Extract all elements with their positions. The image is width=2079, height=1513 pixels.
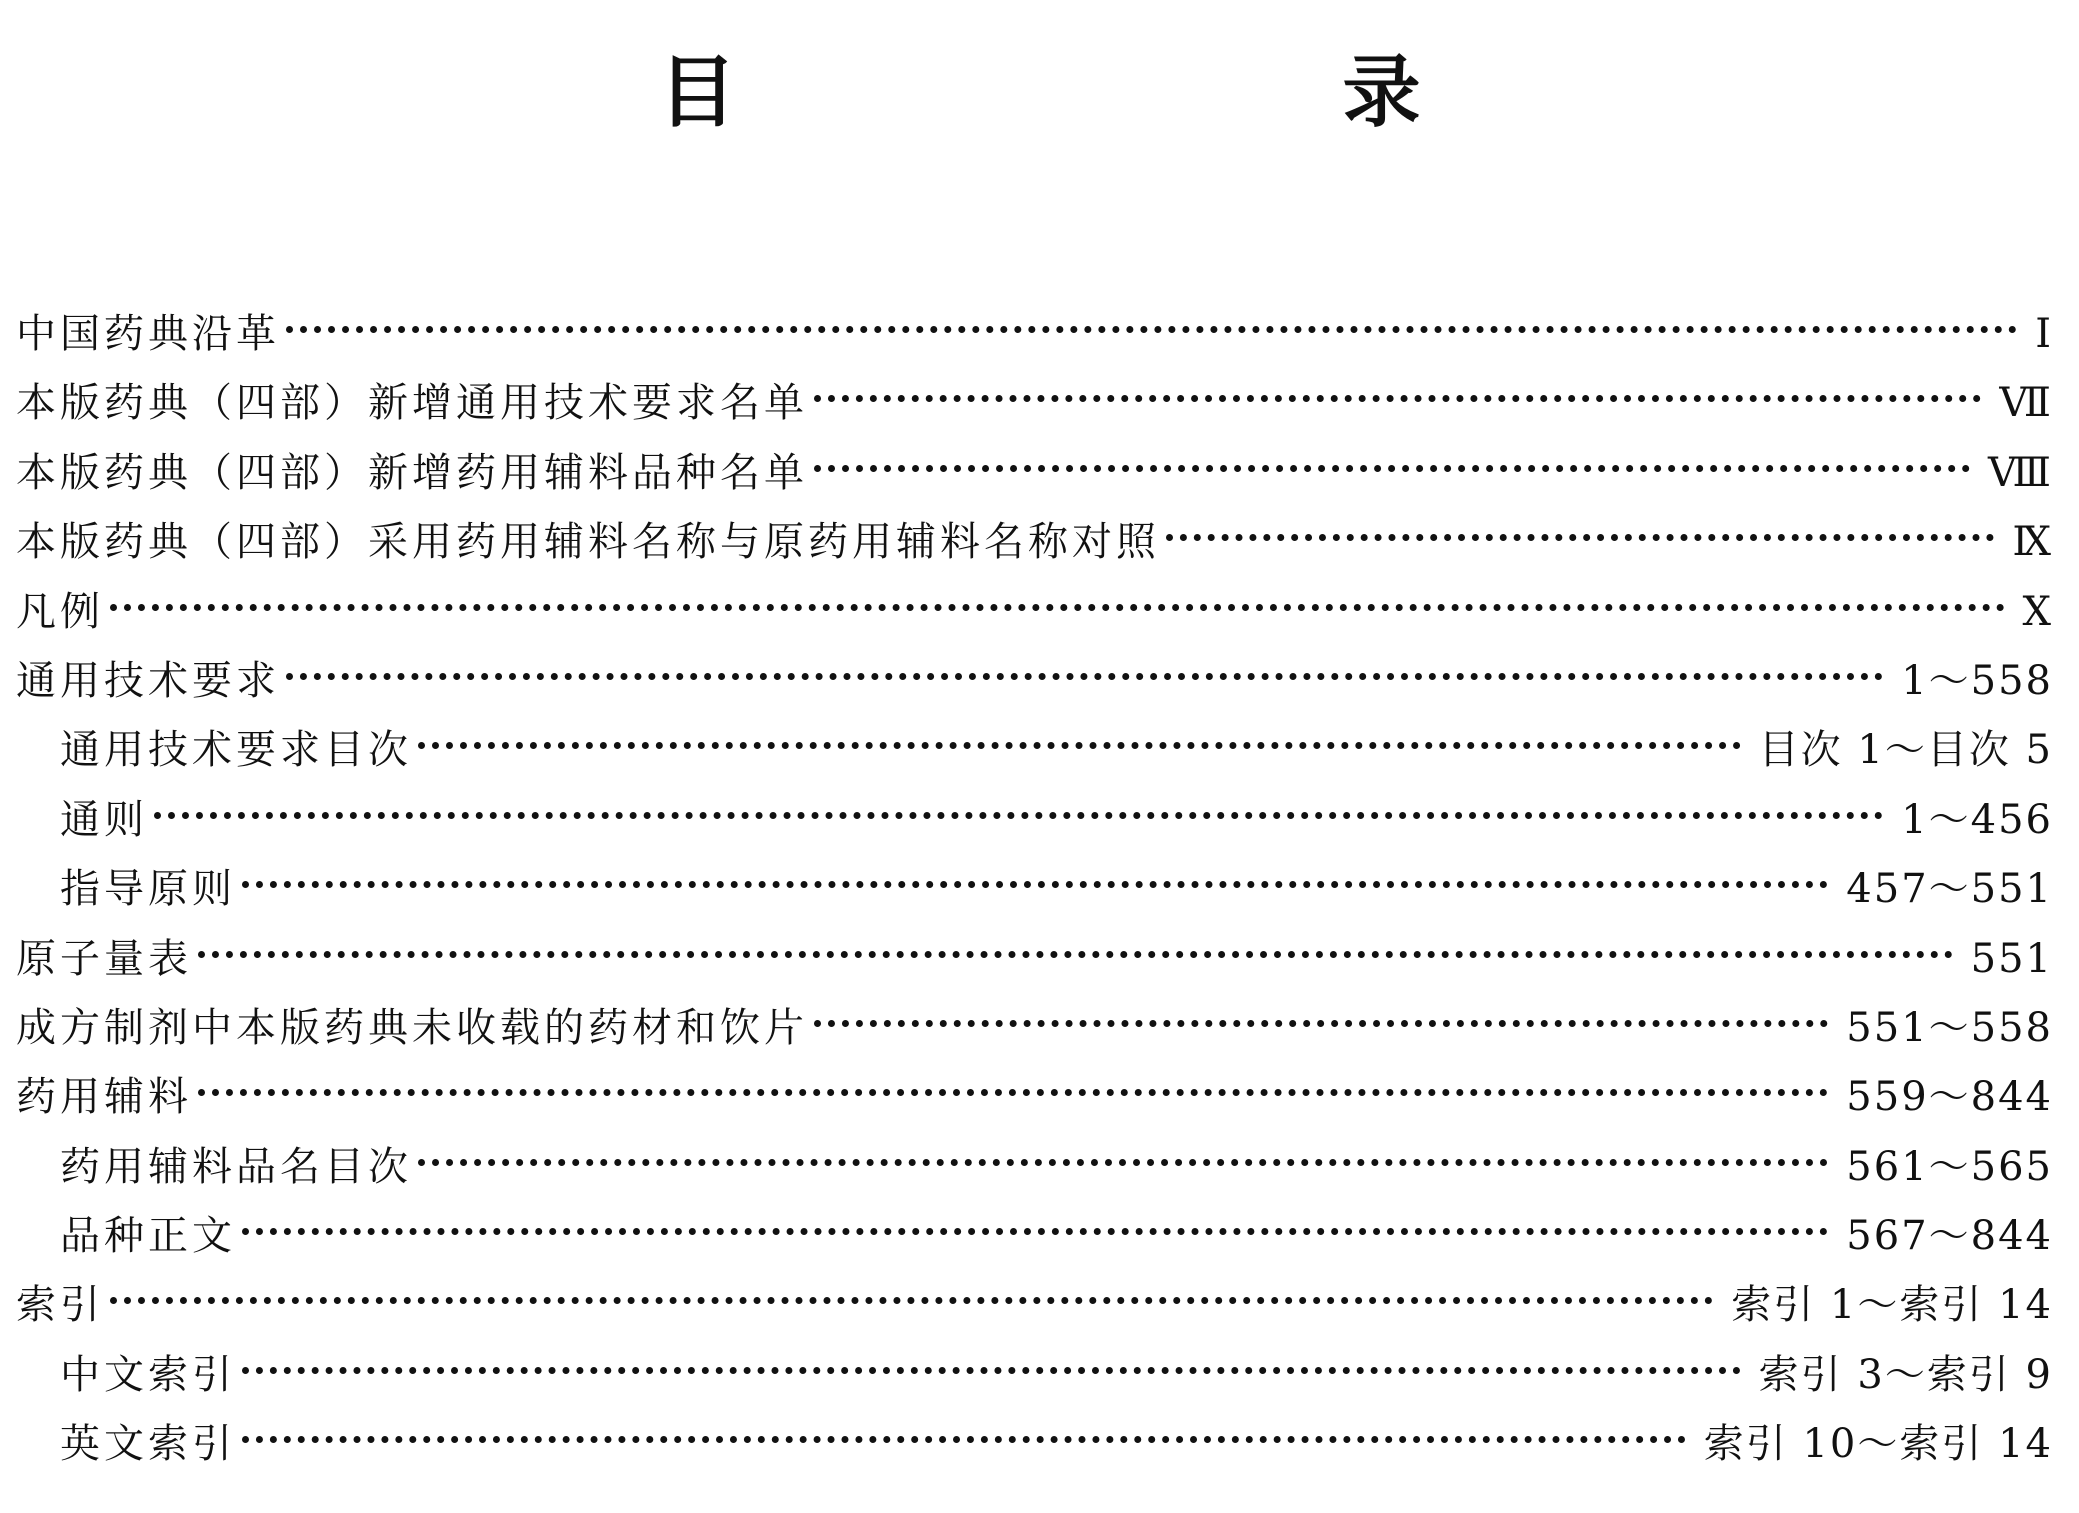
dot-leader: [418, 1159, 1828, 1166]
toc-entry-page: 551: [1970, 935, 2053, 982]
toc-entry-title: 本版药典（四部）新增通用技术要求名单: [16, 380, 808, 427]
toc-entry-page: 551～558: [1846, 1004, 2053, 1051]
toc-entry-page: 索引 10～索引 14: [1703, 1421, 2053, 1468]
dot-leader: [286, 326, 2017, 333]
toc-entry-page: Ⅷ: [1987, 449, 2053, 496]
dot-leader: [814, 1020, 1828, 1027]
toc-entry-title: 通用技术要求: [16, 657, 280, 704]
toc-entry-title: 原子量表: [16, 935, 192, 982]
toc-entry-page: Ⅹ: [2022, 588, 2053, 635]
dot-leader: [242, 1228, 1828, 1235]
dot-leader: [814, 395, 1981, 402]
toc-entry-page: 1～456: [1901, 796, 2053, 843]
dot-leader: [418, 742, 1741, 749]
toc-subentry[interactable]: [16, 1341, 2053, 1410]
toc-entry-title: 成方制剂中本版药典未收载的药材和饮片: [16, 1004, 808, 1051]
toc-entry[interactable]: [16, 439, 2053, 508]
toc-subentry[interactable]: [16, 716, 2053, 785]
toc-subentry[interactable]: [16, 1410, 2053, 1479]
toc-subentry[interactable]: [16, 786, 2053, 855]
toc-entry-title: 中文索引: [60, 1351, 236, 1398]
toc-entry[interactable]: [16, 578, 2053, 647]
toc-entry-title: 药用辅料: [16, 1074, 192, 1121]
toc-entry-page: 567～844: [1846, 1213, 2053, 1260]
toc-entry-page: 索引 3～索引 9: [1758, 1351, 2053, 1398]
dot-leader: [814, 465, 1970, 472]
dot-leader: [154, 812, 1883, 819]
toc-subentry[interactable]: [16, 1133, 2053, 1202]
toc-entry-page: 559～844: [1846, 1074, 2053, 1121]
toc-entry-page: 目次 1～目次 5: [1758, 727, 2053, 774]
toc-entry[interactable]: [16, 369, 2053, 438]
toc-entry-title: 通则: [60, 796, 148, 843]
toc-entry-title: 英文索引: [60, 1421, 236, 1468]
toc-entry-title: 本版药典（四部）采用药用辅料名称与原药用辅料名称对照: [16, 519, 1160, 566]
toc-entry[interactable]: [16, 508, 2053, 577]
dot-leader: [242, 1367, 1741, 1374]
toc-entry-title: 品种正文: [60, 1213, 236, 1260]
toc-entry-title: 指导原则: [60, 866, 236, 913]
toc-entry[interactable]: [16, 300, 2053, 369]
toc-entry-title: 通用技术要求目次: [60, 727, 412, 774]
toc-entry-page: 1～558: [1901, 657, 2053, 704]
toc-subentry[interactable]: [16, 855, 2053, 924]
toc-entry-title: 凡例: [16, 588, 104, 635]
toc-entry[interactable]: [16, 1063, 2053, 1132]
table-of-contents: [16, 300, 2053, 1480]
toc-entry-page: 457～551: [1846, 866, 2053, 913]
dot-leader: [242, 881, 1828, 888]
toc-entry-page: Ⅰ: [2035, 311, 2053, 357]
dot-leader: [198, 951, 1953, 958]
toc-entry-title: 本版药典（四部）新增药用辅料品种名单: [16, 449, 808, 496]
dot-leader: [198, 1089, 1828, 1096]
toc-entry-title: 药用辅料品名目次: [60, 1143, 412, 1190]
dot-leader: [110, 604, 2005, 611]
toc-entry-page: Ⅶ: [1999, 380, 2053, 427]
toc-entry-page: 索引 1～索引 14: [1731, 1282, 2053, 1329]
dot-leader: [1166, 534, 1994, 541]
toc-entry-page: 561～565: [1846, 1143, 2053, 1190]
toc-entry-title: 中国药典沿革: [16, 311, 280, 357]
toc-entry[interactable]: [16, 1271, 2053, 1340]
dot-leader: [286, 673, 1883, 680]
page-title: 目 录: [658, 48, 1571, 138]
toc-entry[interactable]: [16, 925, 2053, 994]
toc-entry-title: 索引: [16, 1282, 104, 1329]
dot-leader: [110, 1297, 1713, 1304]
toc-entry-page: Ⅸ: [2012, 519, 2053, 566]
toc-subentry[interactable]: [16, 1202, 2053, 1271]
dot-leader: [242, 1436, 1686, 1443]
toc-entry[interactable]: [16, 647, 2053, 716]
toc-entry[interactable]: [16, 994, 2053, 1063]
